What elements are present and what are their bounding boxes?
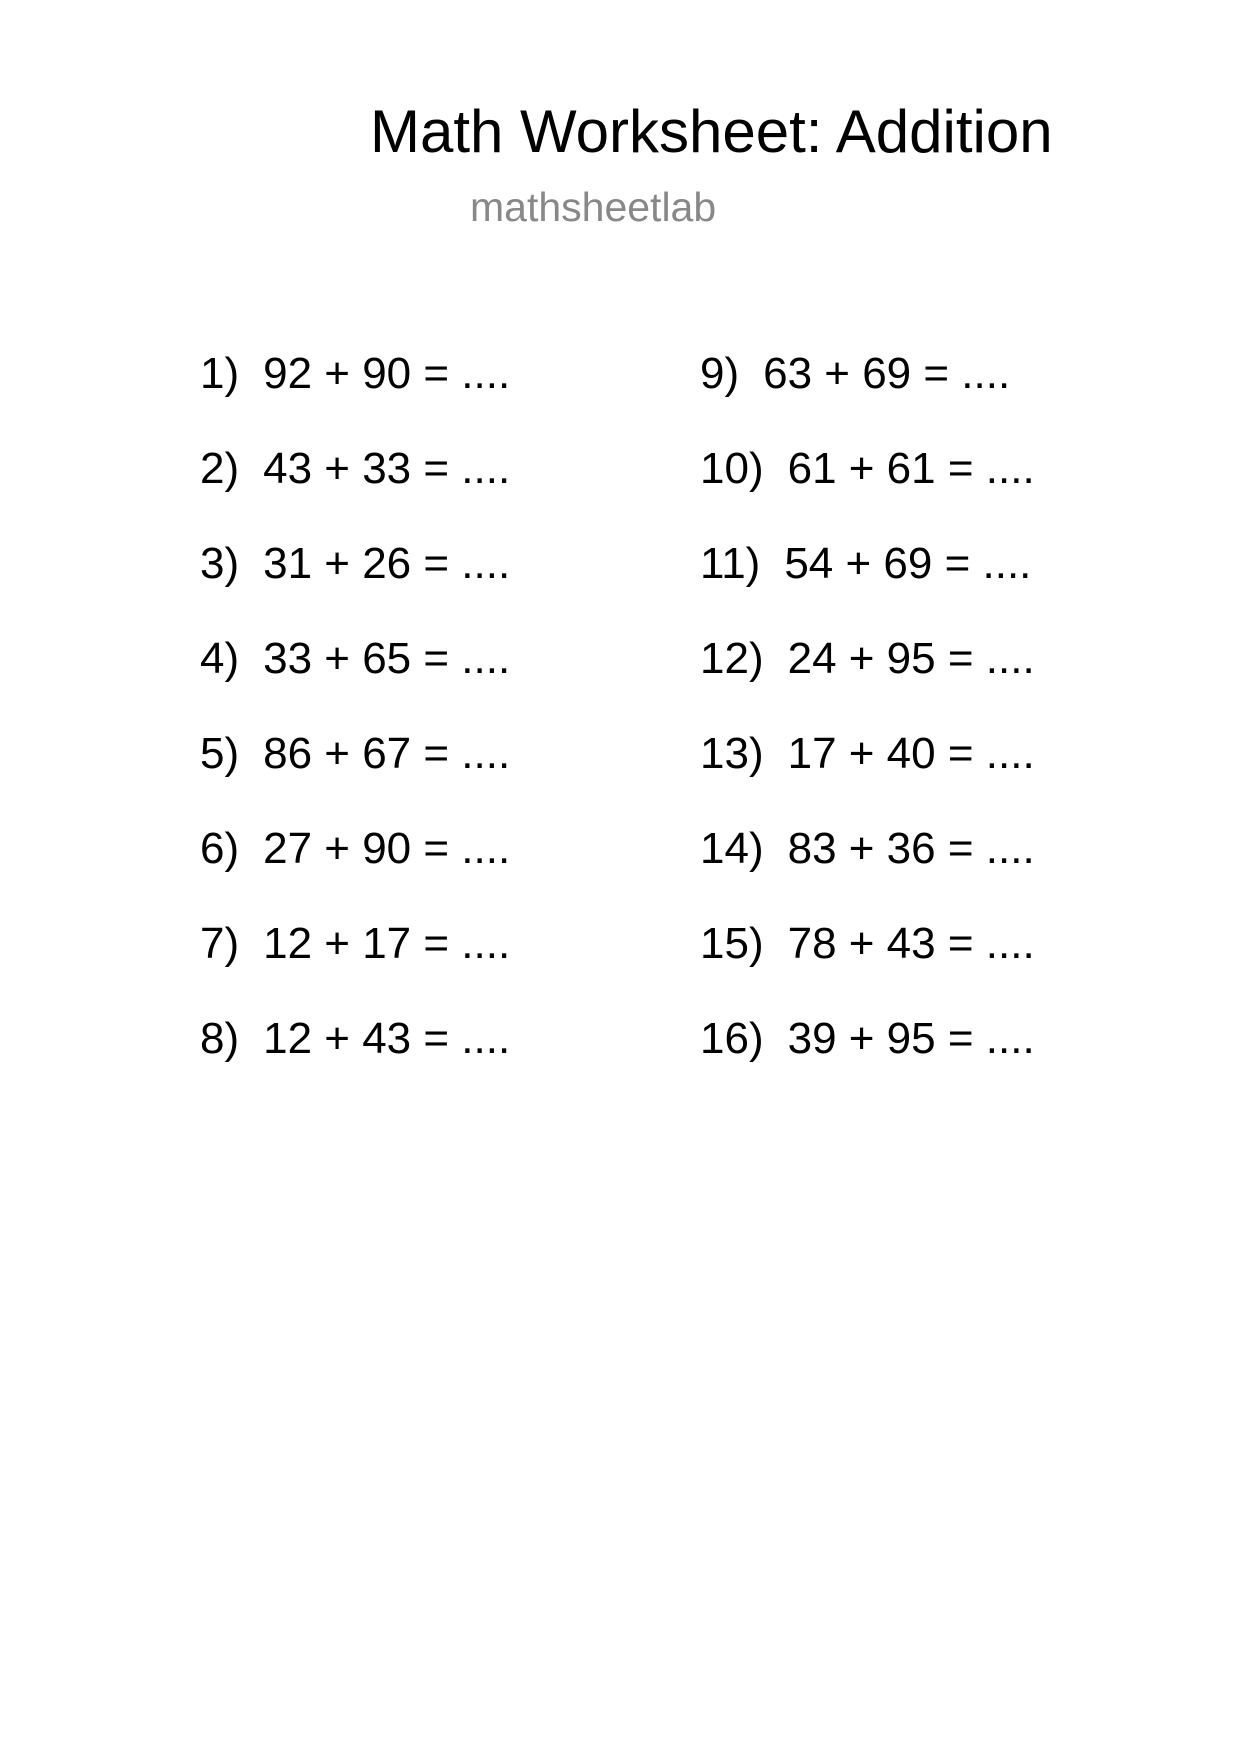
problem-expression: 27 + 90 = .... [263,824,511,873]
problem-expression: 12 + 43 = .... [263,1014,511,1063]
problem-item [200,820,510,915]
problem-expression: 39 + 95 = .... [787,1014,1035,1063]
problem-item [200,1010,510,1105]
problem-expression: 54 + 69 = .... [784,539,1032,588]
problem-expression: 17 + 40 = .... [787,729,1035,778]
problem-number: 8) [200,1014,240,1063]
problem-number: 9) [700,349,740,398]
brand-subtitle: mathsheetlab [470,184,717,230]
problem-number: 13) [700,729,764,778]
problem-item [700,440,1035,535]
problem-expression: 43 + 33 = .... [263,444,511,493]
problem-expression: 31 + 26 = .... [263,539,511,588]
problem-item [200,535,510,630]
problem-number: 14) [700,824,764,873]
page-title: Math Worksheet: Addition [370,98,1053,165]
problem-number: 4) [200,634,240,683]
problem-item [700,820,1035,915]
problem-item [200,630,510,725]
problem-expression: 24 + 95 = .... [787,634,1035,683]
problem-item [700,345,1035,440]
problem-item [700,1010,1035,1105]
problems-left-column [200,345,510,1105]
problem-item [700,535,1035,630]
problem-number: 3) [200,539,240,588]
problem-number: 12) [700,634,764,683]
problem-item [700,630,1035,725]
problem-number: 11) [700,539,761,588]
problem-expression: 12 + 17 = .... [263,919,511,968]
problem-item [700,915,1035,1010]
problem-number: 1) [200,349,240,398]
problem-number: 10) [700,444,764,493]
problem-expression: 61 + 61 = .... [787,444,1035,493]
problem-expression: 86 + 67 = .... [263,729,511,778]
problem-item [200,345,510,440]
problem-number: 2) [200,444,240,493]
problems-right-column [700,345,1035,1105]
problem-expression: 92 + 90 = .... [263,349,511,398]
problem-item [700,725,1035,820]
problem-number: 5) [200,729,240,778]
problem-number: 6) [200,824,240,873]
problem-expression: 63 + 69 = .... [763,349,1011,398]
problem-number: 16) [700,1014,764,1063]
problem-item [200,915,510,1010]
problem-number: 7) [200,919,240,968]
problem-item [200,725,510,820]
problem-number: 15) [700,919,764,968]
problem-item [200,440,510,535]
problem-expression: 78 + 43 = .... [787,919,1035,968]
problem-expression: 33 + 65 = .... [263,634,511,683]
problem-expression: 83 + 36 = .... [787,824,1035,873]
